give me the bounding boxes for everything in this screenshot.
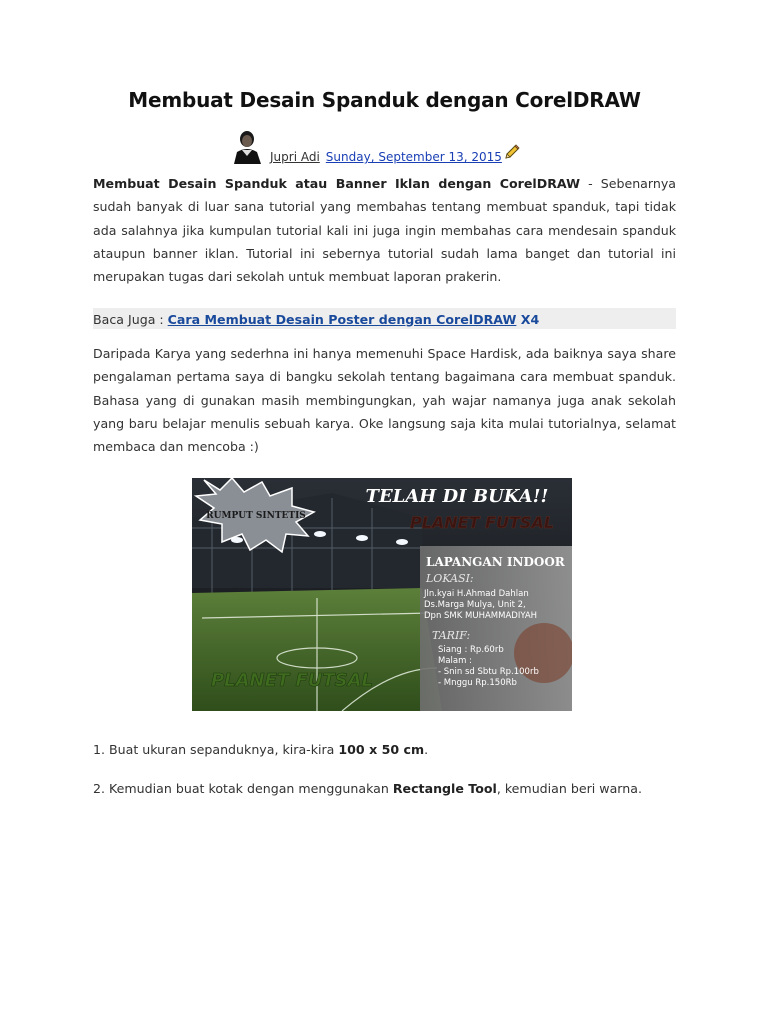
banner-tarif-line2: Malam :: [438, 656, 472, 666]
step-1-size: 100 x 50 cm: [338, 742, 425, 757]
banner-brand-top: PLANET FUTSAL: [409, 513, 555, 532]
intro-bold: Membuat Desain Spanduk atau Banner Iklan dengan CorelDRAW: [93, 176, 580, 191]
banner-image: [192, 478, 572, 711]
step-2-end: , kemudian beri warna.: [496, 781, 642, 796]
body-paragraph: Daripada Karya yang sederhna ini hanya memenuhi Space Hardisk, ada baiknya saya share pengalaman pertama saya di bangku sekolah tentang bagaimana cara membuat spanduk. Bahasa yang di gunakan masih membingungkan, yah wajar namanya juga anak sekolah yang baru belajar menulis sebuah karya. Oke langsung saja kita mulai tutorialnya, selamat membaca dan mencoba :): [93, 346, 676, 455]
banner-brand-bottom: PLANET FUTSAL: [210, 670, 374, 691]
step-1: [93, 738, 676, 761]
banner-tarif-line4: - Mnggu Rp.150Rb: [438, 678, 517, 688]
baca-juga-label: Baca Juga :: [93, 312, 168, 327]
banner-lokasi-line3: Dpn SMK MUHAMMADIYAH: [424, 611, 538, 621]
byline: [228, 124, 520, 164]
baca-juga-box: [93, 308, 676, 329]
step-2-tool: Rectangle Tool: [392, 781, 497, 796]
banner-starburst-text: RUMPUT SINTETIS: [206, 511, 306, 521]
banner-lokasi-heading: LOKASI:: [426, 572, 474, 585]
banner-venue: LAPANGAN INDOOR: [426, 555, 565, 569]
baca-juga-suffix: X4: [516, 312, 540, 327]
intro-text: - Sebenarnya sudah banyak di luar sana tutorial yang membahas tentang membuat spanduk, tapi tidak ada salahnya jika kumpulan tutorial kali ini juga ingin membahas cara mendesain spanduk ataupun banner iklan. Tutorial ini sebernya tutorial sudah lama banget dan tutorial ini merupakan tugas dari sekolah untuk membuat laporan prakerin.: [93, 176, 677, 285]
step-1-end: .: [424, 742, 429, 757]
author-link[interactable]: Jupri Adi: [270, 150, 320, 164]
banner-tarif-line3: - Snin sd Sbtu Rp.100rb: [438, 667, 539, 677]
intro-paragraph: [93, 172, 676, 288]
edit-pencil-icon[interactable]: [504, 144, 520, 160]
page-title: Membuat Desain Spanduk dengan CorelDRAW: [128, 88, 641, 112]
step-2-text: 2. Kemudian buat kotak dengan menggunakan: [93, 781, 393, 796]
step-1-text: 1. Buat ukuran sepanduknya, kira-kira: [93, 742, 339, 757]
step-2: [93, 777, 676, 800]
author-avatar[interactable]: [228, 128, 264, 164]
banner-headline: TELAH DI BUKA!!: [365, 486, 549, 507]
banner-tarif-heading: TARIF:: [432, 629, 471, 642]
banner-tarif-line1: Siang : Rp.60rb: [438, 645, 504, 655]
banner-lokasi-line1: Jln.kyai H.Ahmad Dahlan: [424, 589, 529, 599]
banner-lokasi-line2: Ds.Marga Mulya, Unit 2,: [424, 600, 526, 610]
baca-juga-link[interactable]: Cara Membuat Desain Poster dengan CorelDRAW: [167, 312, 517, 327]
date-link[interactable]: Sunday, September 13, 2015: [325, 150, 502, 164]
